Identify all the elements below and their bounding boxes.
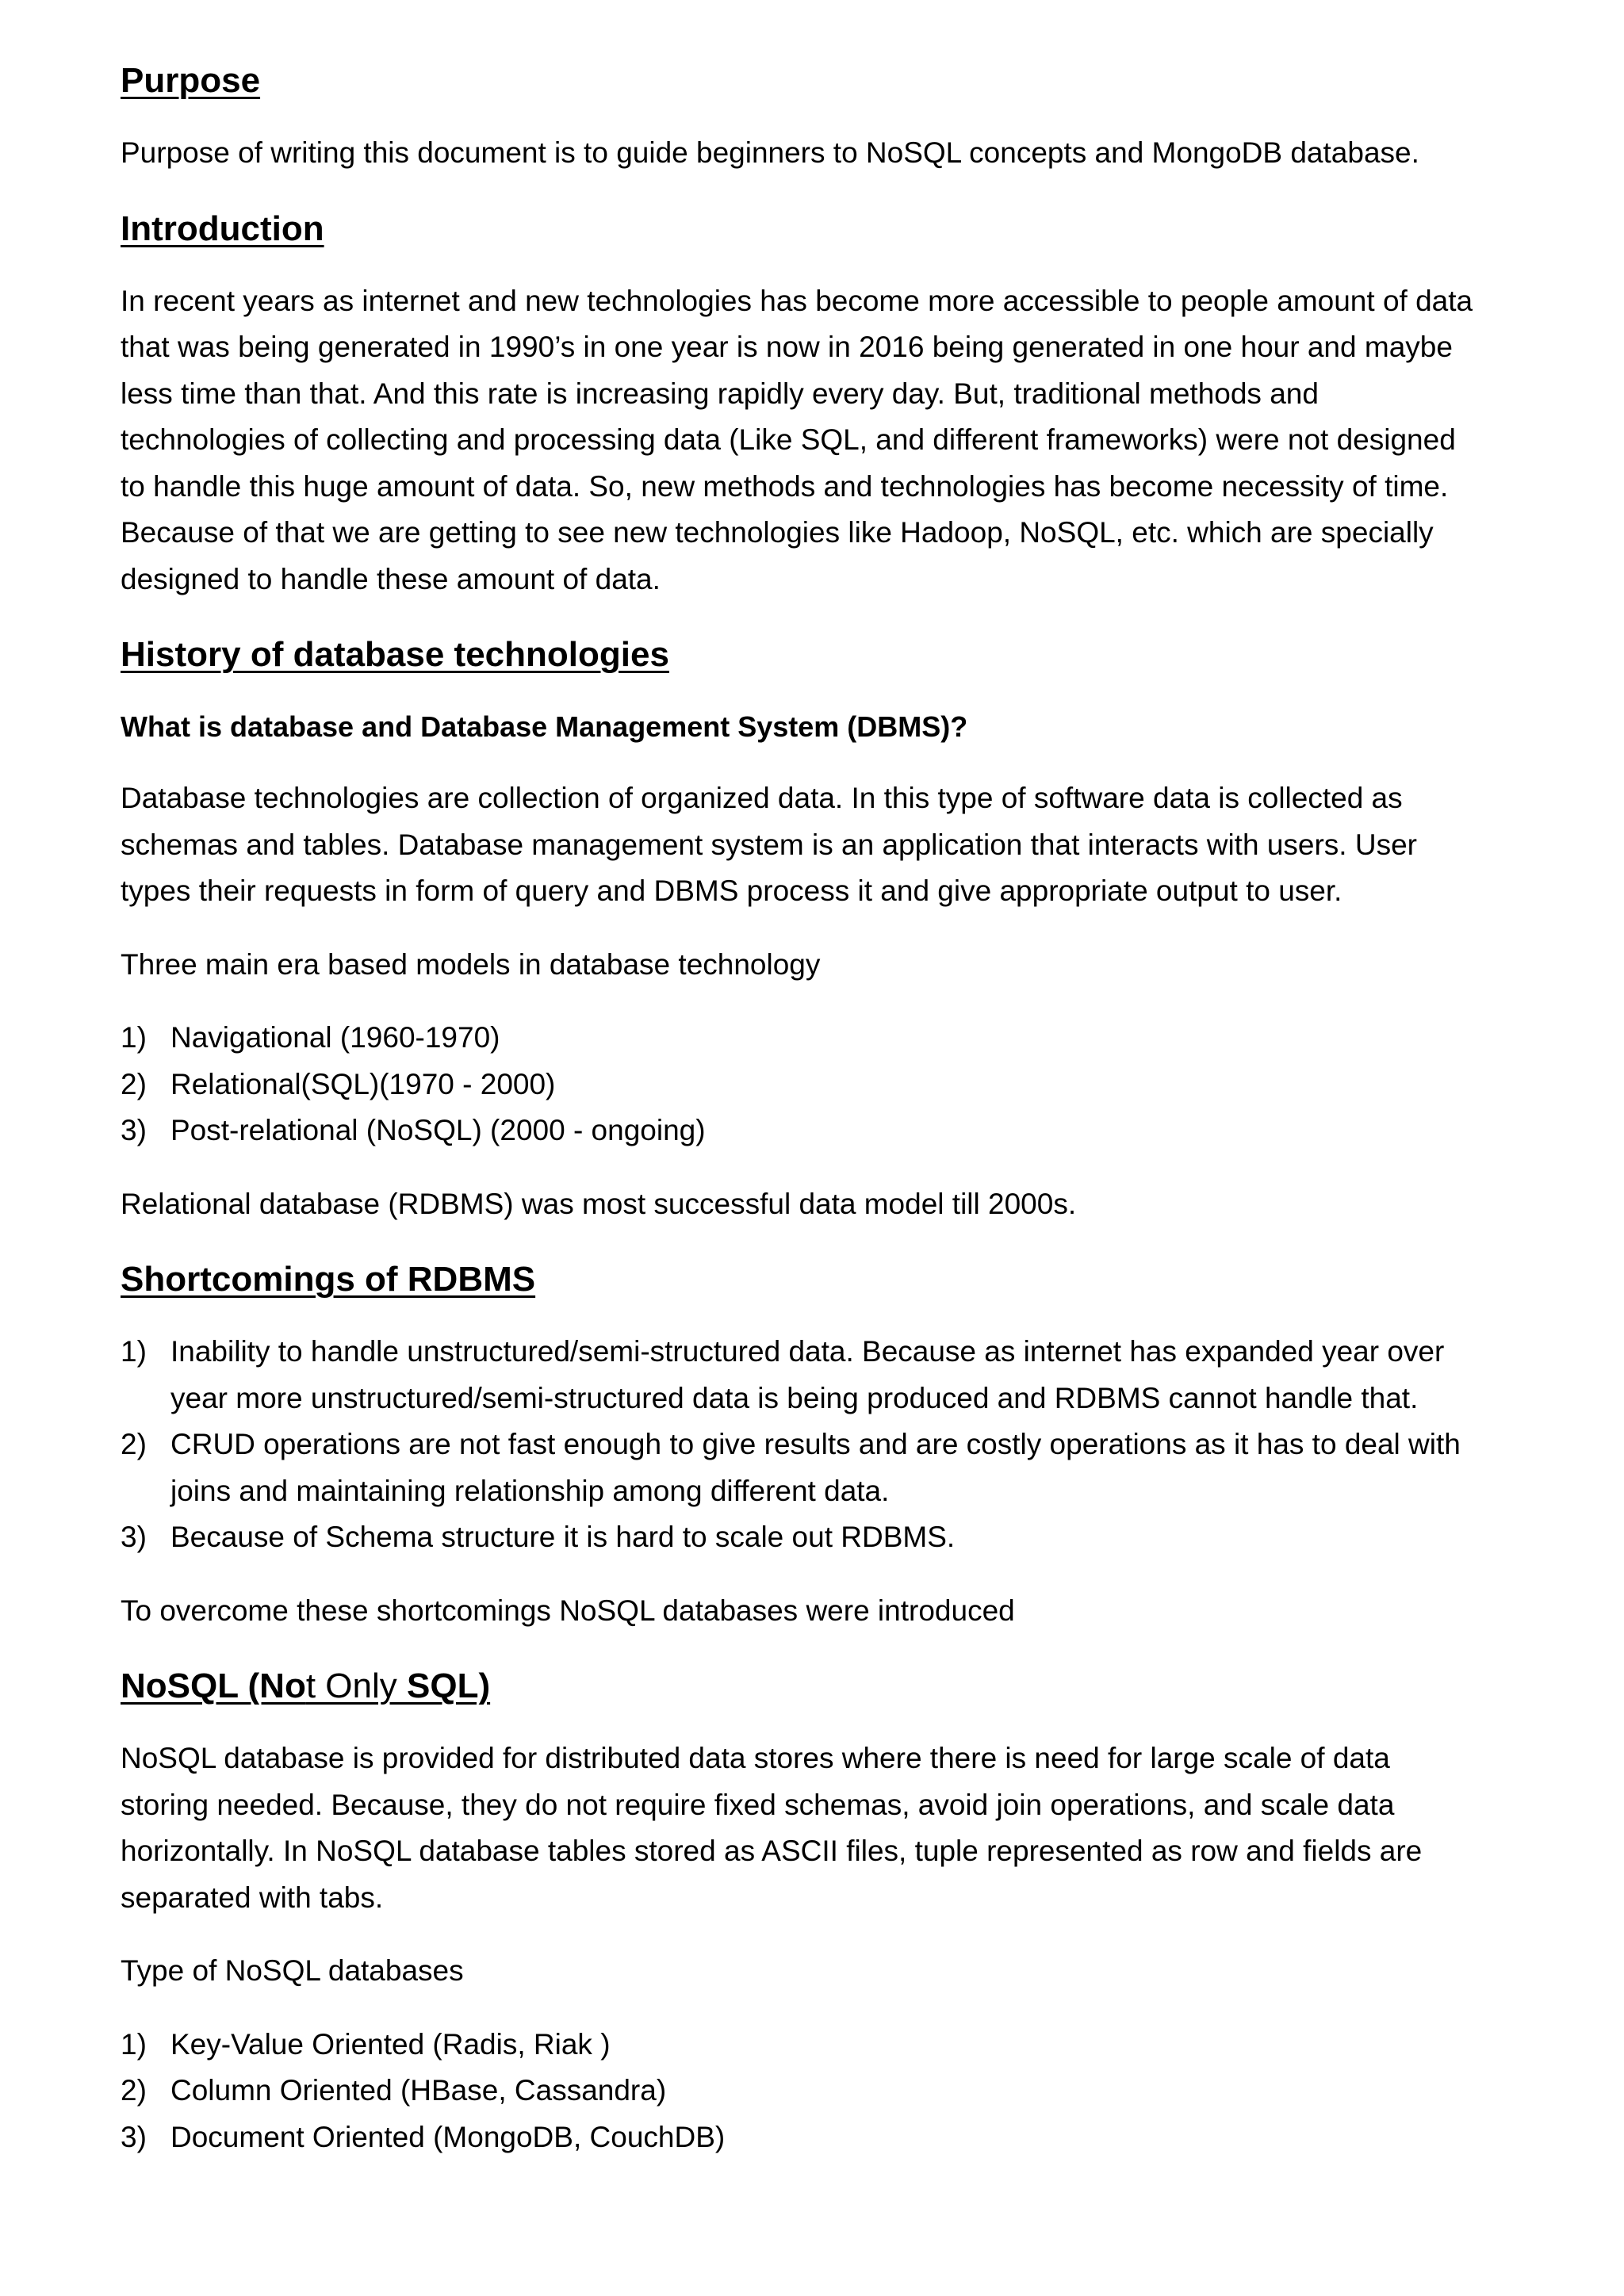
list-item-line: Because of Schema structure it is hard to scale out RDBMS. [170, 1521, 956, 1553]
introduction-line: that was being generated in 1990’s in one year is now in 2016 being generated in one hour and maybe [121, 331, 1453, 363]
list-item-text: Document Oriented (MongoDB, CouchDB) [170, 2120, 726, 2153]
history-heading: History of database technologies [121, 635, 669, 674]
shortcomings-list [121, 1329, 1524, 1561]
nosql-types-intro: Type of NoSQL databases [121, 1954, 464, 1987]
introduction-line: technologies of collecting and processing data (Like SQL, and different frameworks) were not designed [121, 423, 1456, 456]
list-item-line: Inability to handle unstructured/semi-structured data. Because as internet has expanded year over [170, 1335, 1445, 1368]
list-number: 2) [121, 1067, 147, 1100]
list-number: 2) [121, 1428, 147, 1460]
list-number: 3) [121, 2120, 147, 2153]
models-intro: Three main era based models in database technology [121, 947, 821, 981]
nosql-types-list [121, 2022, 1524, 2161]
list-item [121, 1015, 1524, 1062]
introduction-line: less time than that. And this rate is increasing rapidly every day. But, traditional methods and [121, 377, 1319, 410]
dbms-line: schemas and tables. Database management system is an application that interacts with users. User [121, 828, 1417, 861]
purpose-heading: Purpose [121, 61, 261, 100]
dbms-subheading: What is database and Database Management System (DBMS)? [121, 710, 968, 743]
dbms-line: Database technologies are collection of organized data. In this type of software data is collected as [121, 782, 1403, 814]
list-item-line: joins and maintaining relationship among different data. [170, 1474, 890, 1507]
nosql-line: separated with tabs. [121, 1881, 384, 1914]
nosql-heading-part: t Only [305, 1667, 407, 1705]
list-number: 3) [121, 1114, 147, 1146]
list-item [121, 2114, 1524, 2161]
introduction-heading: Introduction [121, 209, 324, 248]
models-list [121, 1015, 1524, 1154]
nosql-paragraph [121, 1735, 1524, 1921]
dbms-paragraph [121, 775, 1524, 915]
list-item [121, 2022, 1524, 2068]
document-page [121, 55, 1524, 2160]
list-item-text: Column Oriented (HBase, Cassandra) [170, 2074, 667, 2107]
list-item-line: year more unstructured/semi-structured data is being produced and RDBMS cannot handle that. [170, 1381, 1419, 1414]
dbms-line: types their requests in form of query and DBMS process it and give appropriate output to user. [121, 874, 1342, 907]
shortcomings-heading: Shortcomings of RDBMS [121, 1260, 536, 1299]
list-number: 1) [121, 1021, 147, 1054]
list-number: 2) [121, 2074, 147, 2107]
list-item-line: CRUD operations are not fast enough to give results and are costly operations as it has to deal with [170, 1428, 1461, 1460]
introduction-line: In recent years as internet and new technologies has become more accessible to people amount of data [121, 284, 1473, 317]
list-item [121, 1062, 1524, 1108]
nosql-heading-part: SQL) [407, 1667, 491, 1705]
list-item [121, 1108, 1524, 1154]
nosql-line: storing needed. Because, they do not require fixed schemas, avoid join operations, and scale data [121, 1788, 1395, 1821]
list-number: 1) [121, 1335, 147, 1368]
list-item [121, 1329, 1524, 1422]
list-number: 1) [121, 2027, 147, 2061]
list-item [121, 2068, 1524, 2114]
list-item-text: Relational(SQL)(1970 - 2000) [170, 1067, 556, 1100]
nosql-heading [121, 1661, 1524, 1712]
introduction-line: designed to handle these amount of data. [121, 562, 661, 595]
nosql-heading-part: NoSQL (No [121, 1667, 306, 1705]
list-item [121, 1514, 1524, 1561]
list-number: 3) [121, 1521, 147, 1553]
introduction-line: Because of that we are getting to see new technologies like Hadoop, NoSQL, etc. which are specially [121, 516, 1434, 549]
purpose-text: Purpose of writing this document is to guide beginners to NoSQL concepts and MongoDB database. [121, 136, 1419, 169]
introduction-paragraph [121, 278, 1524, 603]
list-item-text: Post-relational (NoSQL) (2000 - ongoing) [170, 1114, 706, 1146]
list-item-text: Navigational (1960-1970) [170, 1021, 500, 1054]
list-item-text: Key-Value Oriented (Radis, Riak ) [170, 2027, 611, 2061]
rdbms-closing: Relational database (RDBMS) was most successful data model till 2000s. [121, 1187, 1077, 1220]
list-item [121, 1422, 1524, 1514]
introduction-line: to handle this huge amount of data. So, new methods and technologies has become necessity of time. [121, 469, 1449, 503]
nosql-line: NoSQL database is provided for distributed data stores where there is need for large scale of data [121, 1742, 1390, 1774]
shortcomings-closing: To overcome these shortcomings NoSQL databases were introduced [121, 1594, 1015, 1627]
nosql-line: horizontally. In NoSQL database tables stored as ASCII files, tuple represented as row and fields are [121, 1835, 1423, 1867]
